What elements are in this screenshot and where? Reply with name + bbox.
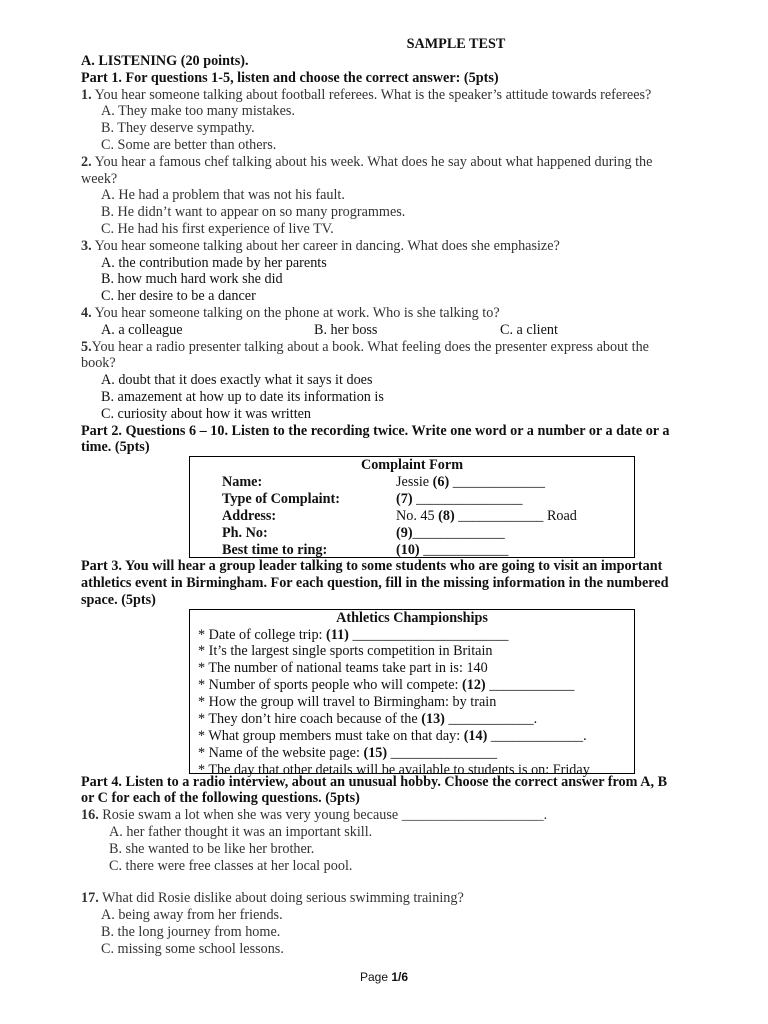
- complaint-form-title: Complaint Form: [360, 457, 464, 474]
- q2-option-a: A. He had a problem that was not his fault.: [101, 187, 345, 204]
- q1-option-c: C. Some are better than others.: [101, 136, 277, 153]
- form-row-complaint-type: Type of Complaint: (7) _______________: [222, 491, 523, 508]
- form-row-name: Name: Jessie (6) _____________: [222, 474, 545, 491]
- q4-option-b: B. her boss: [314, 321, 378, 338]
- page-number: Page 1/6: [359, 970, 409, 984]
- q3-option-b: B. how much hard work she did: [101, 271, 283, 288]
- q4-option-c: C. a client: [500, 321, 558, 338]
- q16-option-c: C. there were free classes at her local pool.: [109, 857, 353, 874]
- page-title: SAMPLE TEST: [406, 36, 506, 52]
- athletics-item: * What group members must take on that day: (14) _____________.: [198, 727, 587, 744]
- part2-heading-cont: time. (5pts): [81, 439, 150, 456]
- part3-heading-cont2: space. (5pts): [81, 591, 156, 608]
- q17-option-c: C. missing some school lessons.: [101, 940, 284, 957]
- question-16: 16. Rosie swam a lot when she was very young because ____________________.: [81, 807, 548, 824]
- q16-option-b: B. she wanted to be like her brother.: [109, 840, 315, 857]
- q5-option-b: B. amazement at how up to date its information is: [101, 388, 384, 405]
- athletics-item: * The number of national teams take part in is: 140: [198, 660, 488, 677]
- question-5: 5.You hear a radio presenter talking about a book. What feeling does the presenter express about the: [81, 338, 649, 355]
- complaint-form: [189, 456, 635, 558]
- part4-heading-cont: or C for each of the following questions. (5pts): [81, 790, 360, 807]
- q2-option-c: C. He had his first experience of live TV.: [101, 220, 334, 237]
- question-17: 17. What did Rosie dislike about doing serious swimming training?: [81, 890, 464, 907]
- part3-heading: Part 3. You will hear a group leader talking to some students who are going to visit an important: [81, 558, 663, 575]
- form-row-address: Address: No. 45 (8) ____________ Road: [222, 508, 577, 525]
- question-3: 3. You hear someone talking about her career in dancing. What does she emphasize?: [81, 237, 560, 254]
- question-1: 1. You hear someone talking about football referees. What is the speaker’s attitude towards referees?: [81, 86, 652, 103]
- athletics-item: * Number of sports people who will compete: (12) ____________: [198, 677, 575, 694]
- part4-heading: Part 4. Listen to a radio interview, about an unusual hobby. Choose the correct answer from A, B: [81, 773, 668, 790]
- athletics-item: * They don’t hire coach because of the (13) ____________.: [198, 711, 538, 728]
- athletics-item: * It’s the largest single sports competition in Britain: [198, 643, 493, 660]
- part1-heading: Part 1. For questions 1-5, listen and choose the correct answer: (5pts): [81, 69, 499, 86]
- athletics-item: * Name of the website page: (15) _______________: [198, 744, 498, 761]
- q3-option-c: C. her desire to be a dancer: [101, 288, 256, 305]
- athletics-box: [189, 609, 635, 778]
- q5-option-c: C. curiosity about how it was written: [101, 405, 312, 422]
- athletics-box-title: Athletics Championships: [336, 609, 488, 626]
- part3-heading-cont: athletics event in Birmingham. For each question, fill in the missing information in the numbered: [81, 574, 669, 591]
- q5-option-a: A. doubt that it does exactly what it says it does: [101, 372, 373, 389]
- q1-option-a: A. They make too many mistakes.: [101, 103, 295, 120]
- athletics-item: * The day that other details will be available to students is on: Friday: [198, 761, 590, 778]
- q2-option-b: B. He didn’t want to appear on so many programmes.: [101, 204, 406, 221]
- form-row-best-time: Best time to ring: (10) ____________: [222, 542, 509, 559]
- form-row-phone: Ph. No: (9)_____________: [222, 525, 505, 542]
- question-4: 4. You hear someone talking on the phone at work. Who is she talking to?: [81, 304, 500, 321]
- question-5-cont: book?: [81, 355, 116, 372]
- athletics-item: * How the group will travel to Birmingham: by train: [198, 694, 497, 711]
- question-2: 2. You hear a famous chef talking about his week. What does he say about what happened during the: [81, 153, 653, 170]
- section-a-heading: A. LISTENING (20 points).: [81, 53, 249, 69]
- q1-option-b: B. They deserve sympathy.: [101, 120, 255, 137]
- q17-option-b: B. the long journey from home.: [101, 923, 281, 940]
- q4-option-a: A. a colleague: [101, 321, 183, 338]
- document-page: [81, 36, 731, 957]
- question-2-cont: week?: [81, 170, 118, 187]
- q3-option-a: A. the contribution made by her parents: [101, 254, 327, 271]
- q17-option-a: A. being away from her friends.: [101, 907, 283, 924]
- part2-heading: Part 2. Questions 6 – 10. Listen to the recording twice. Write one word or a number or a date or a: [81, 422, 670, 439]
- athletics-item: * Date of college trip: (11) ______________________: [198, 626, 509, 643]
- q16-option-a: A. her father thought it was an important skill.: [109, 823, 373, 840]
- q4-options: [81, 322, 731, 339]
